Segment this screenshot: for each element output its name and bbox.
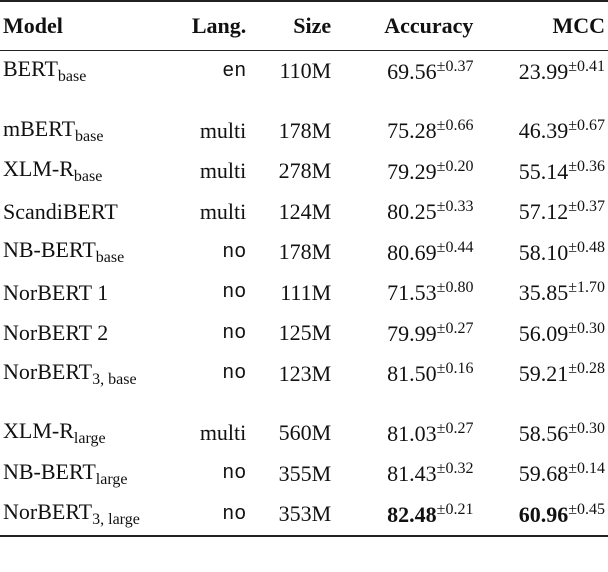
accuracy-std: ±0.32	[436, 460, 474, 478]
cell-model	[0, 413, 162, 454]
table-row	[0, 454, 608, 495]
cell-size: 111M	[280, 279, 332, 305]
header-row	[0, 1, 608, 51]
cell-model	[0, 313, 162, 354]
header-lang: Lang.	[162, 1, 246, 51]
model-name: NB-BERT	[3, 237, 96, 263]
accuracy-std: ±0.33	[436, 198, 474, 216]
accuracy-value: 81.03	[387, 420, 437, 446]
cell-model	[0, 151, 162, 192]
model-name: NB-BERT	[3, 458, 96, 484]
cell-lang: multi	[199, 117, 247, 143]
model-name: XLM-R	[3, 156, 74, 182]
model-subscript: base	[75, 127, 104, 145]
cell-size: 178M	[278, 239, 332, 265]
mcc-std: ±0.48	[568, 238, 605, 256]
cell-size: 125M	[278, 320, 332, 346]
cell-lang: no	[222, 462, 247, 486]
cell-accuracy	[331, 454, 473, 495]
model-subscript: base	[73, 168, 103, 186]
header-model: Model	[0, 1, 162, 51]
cell-mcc	[473, 151, 608, 192]
cell-accuracy	[331, 413, 473, 454]
mcc-value: 59.68	[518, 461, 569, 487]
cell-model	[0, 232, 162, 273]
cell-lang: no	[222, 281, 247, 305]
model-name: mBERT	[3, 115, 76, 141]
mcc-std: ±1.70	[568, 279, 605, 297]
mcc-value: 58.56	[518, 420, 569, 446]
cell-size: 353M	[246, 494, 331, 536]
table-row	[0, 313, 608, 354]
mcc-std: ±0.30	[568, 319, 605, 337]
model-name: BERT	[3, 56, 58, 82]
mcc-value: 55.14	[518, 158, 569, 184]
cell-mcc	[473, 232, 608, 273]
accuracy-value: 79.29	[387, 158, 437, 184]
cell-model	[0, 192, 162, 233]
accuracy-value: 81.50	[387, 361, 437, 387]
table-row	[0, 494, 608, 536]
mcc-value: 57.12	[518, 199, 569, 225]
mcc-value: 56.09	[518, 320, 569, 346]
accuracy-value: 81.43	[387, 461, 437, 487]
accuracy-std: ±0.37	[436, 57, 474, 75]
cell-accuracy	[331, 354, 473, 395]
table-body	[0, 51, 608, 536]
cell-mcc	[473, 273, 608, 314]
cell-size: 278M	[278, 158, 332, 184]
table-row	[0, 111, 608, 152]
mcc-std: ±0.36	[568, 157, 605, 175]
table-row	[0, 232, 608, 273]
model-name: NorBERT 2	[3, 320, 109, 346]
model-name: ScandiBERT	[3, 198, 118, 224]
accuracy-std: ±0.80	[436, 279, 474, 297]
cell-mcc	[473, 192, 608, 233]
header-mcc: MCC	[473, 1, 608, 51]
accuracy-value: 69.56	[387, 58, 437, 84]
cell-model	[0, 454, 162, 495]
model-subscript: 3, large	[92, 511, 140, 529]
accuracy-value: 71.53	[387, 280, 437, 306]
model-subscript: large	[95, 470, 128, 488]
cell-lang: no	[222, 362, 247, 386]
cell-lang: no	[222, 240, 247, 264]
cell-model	[0, 51, 162, 92]
model-subscript: 3, base	[92, 370, 137, 388]
mcc-value: 35.85	[518, 280, 569, 306]
cell-accuracy	[331, 232, 473, 273]
accuracy-std: ±0.44	[436, 238, 474, 256]
group-spacer	[0, 92, 608, 111]
cell-lang: no	[222, 321, 247, 345]
mcc-std: ±0.41	[568, 57, 605, 75]
mcc-value: 60.96	[518, 501, 569, 527]
cell-mcc	[473, 494, 608, 536]
cell-size: 178M	[278, 117, 332, 143]
table-row	[0, 151, 608, 192]
cell-accuracy	[331, 111, 473, 152]
accuracy-value: 82.48	[387, 501, 437, 527]
mcc-value: 58.10	[518, 239, 569, 265]
header-accuracy: Accuracy	[331, 1, 473, 51]
mcc-std: ±0.28	[568, 360, 605, 378]
cell-mcc	[473, 354, 608, 395]
cell-size: 124M	[278, 198, 332, 224]
cell-size: 560M	[278, 420, 332, 446]
model-name: XLM-R	[3, 418, 74, 444]
cell-accuracy	[331, 313, 473, 354]
accuracy-std: ±0.27	[436, 319, 474, 337]
accuracy-std: ±0.66	[436, 117, 474, 135]
model-subscript: base	[95, 249, 125, 267]
header-size: Size	[246, 1, 331, 51]
cell-model	[0, 494, 162, 536]
cell-model	[0, 111, 162, 152]
accuracy-value: 80.69	[387, 239, 437, 265]
cell-accuracy	[331, 51, 473, 92]
accuracy-value: 75.28	[387, 118, 437, 144]
mcc-std: ±0.45	[568, 500, 605, 518]
cell-lang: multi	[199, 420, 247, 446]
cell-accuracy	[331, 273, 473, 314]
mcc-std: ±0.14	[568, 460, 605, 478]
table-row	[0, 192, 608, 233]
cell-lang: en	[222, 59, 247, 83]
mcc-std: ±0.37	[568, 198, 605, 216]
cell-lang: multi	[199, 158, 247, 184]
cell-lang: multi	[199, 198, 247, 224]
accuracy-std: ±0.16	[436, 360, 474, 378]
cell-size: 110M	[279, 58, 332, 84]
mcc-std: ±0.67	[568, 117, 605, 135]
cell-mcc	[473, 111, 608, 152]
accuracy-std: ±0.20	[436, 157, 474, 175]
table-row	[0, 273, 608, 314]
mcc-value: 46.39	[518, 118, 569, 144]
accuracy-value: 80.25	[387, 199, 437, 225]
group-spacer	[0, 394, 608, 413]
cell-lang: no	[162, 494, 246, 536]
model-name: NorBERT	[3, 499, 93, 525]
cell-mcc	[473, 454, 608, 495]
cell-model	[0, 273, 162, 314]
model-name: NorBERT	[3, 358, 93, 384]
accuracy-std: ±0.21	[436, 500, 474, 518]
model-subscript: large	[73, 430, 106, 448]
cell-mcc	[473, 413, 608, 454]
cell-accuracy	[331, 151, 473, 192]
cell-accuracy	[331, 494, 473, 536]
model-subscript: base	[57, 68, 87, 86]
cell-size: 355M	[278, 460, 332, 486]
table-row	[0, 51, 608, 92]
mcc-value: 59.21	[518, 361, 569, 387]
cell-mcc	[473, 313, 608, 354]
accuracy-std: ±0.27	[436, 419, 474, 437]
table-row	[0, 413, 608, 454]
model-name: NorBERT 1	[3, 279, 109, 305]
table-row	[0, 354, 608, 395]
cell-accuracy	[331, 192, 473, 233]
accuracy-value: 79.99	[387, 320, 437, 346]
cell-mcc	[473, 51, 608, 92]
mcc-std: ±0.30	[568, 419, 605, 437]
cell-size: 123M	[278, 360, 332, 386]
cell-model	[0, 354, 162, 395]
mcc-value: 23.99	[518, 58, 569, 84]
